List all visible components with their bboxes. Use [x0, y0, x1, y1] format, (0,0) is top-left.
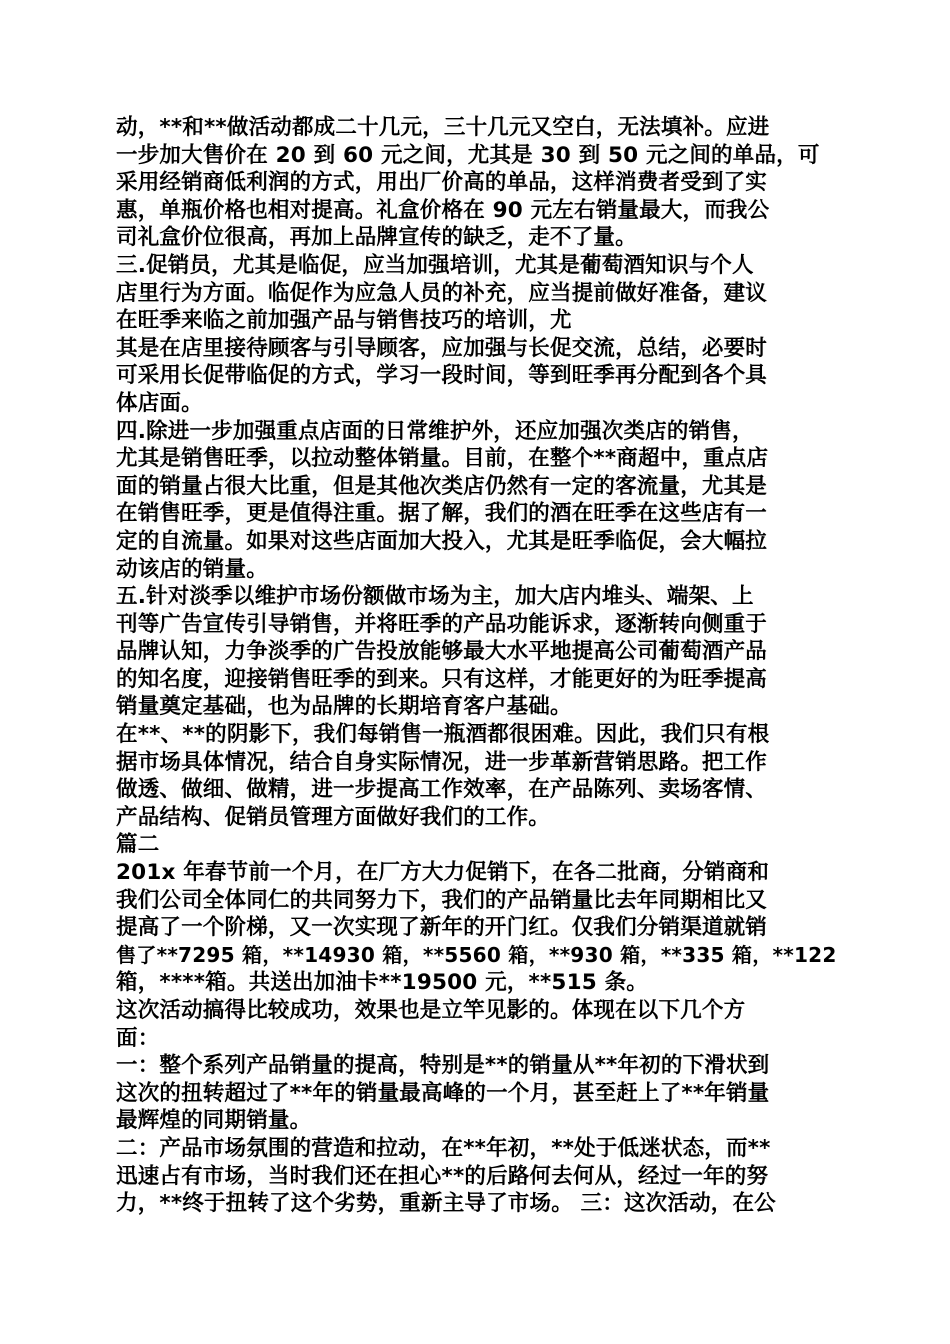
- text-line: 201x 年春节前一个月，在厂方大力促销下，在各二批商，分销商和: [116, 860, 770, 886]
- text-line: 提高了一个阶梯，又一次实现了新年的开门红。仅我们分销渠道就销: [116, 915, 768, 941]
- text-line: 司礼盒价位很高，再加上品牌宣传的缺乏，走不了量。: [116, 225, 637, 251]
- text-line: 动该店的销量。: [116, 556, 268, 582]
- text-line: 刊等广告宣传引导销售，并将旺季的产品功能诉求，逐渐转向侧重于: [116, 611, 768, 637]
- document-page: [116, 114, 840, 1234]
- text-line: 可采用长促带临促的方式，学习一段时间，等到旺季再分配到各个具: [116, 363, 768, 389]
- text-line: 迅速占有市场，当时我们还在担心**的后路何去何从，经过一年的努: [116, 1163, 769, 1189]
- text-line: 这次活动搞得比较成功，效果也是立竿见影的。体现在以下几个方: [116, 998, 746, 1023]
- text-line: 据市场具体情况，结合自身实际情况，进一步革新营销思路。把工作: [116, 749, 768, 775]
- text-line: 力，**终于扭转了这个劣势，重新主导了市场。 三：这次活动，在公: [116, 1191, 776, 1217]
- text-line: 惠，单瓶价格也相对提高。礼盒价格在 90 元左右销量最大，而我公: [116, 197, 770, 223]
- text-line: 最辉煌的同期销量。: [116, 1108, 312, 1134]
- text-line: 的知名度，迎接销售旺季的到来。只有这样，才能更好的为旺季提高: [116, 666, 768, 692]
- text-line: 四.除进一步加强重点店面的日常维护外，还应加强次类店的销售，: [116, 418, 754, 444]
- text-line: 面的销量占很大比重，但是其他次类店仍然有一定的客流量，尤其是: [116, 473, 768, 499]
- text-line: 箱，****箱。共送出加油卡**19500 元，**515 条。: [116, 970, 648, 996]
- text-line: 在**、**的阴影下，我们每销售一瓶酒都很困难。因此，我们只有根: [116, 722, 770, 748]
- text-line: 在销售旺季，更是值得注重。据了解，我们的酒在旺季在这些店有一: [116, 501, 768, 527]
- text-line: 这次的扭转超过了**年的销量最高峰的一个月，甚至赶上了**年销量: [116, 1080, 770, 1106]
- text-line: 产品结构、促销员管理方面做好我们的工作。: [116, 804, 551, 830]
- text-line: 其是在店里接待顾客与引导顾客，应加强与长促交流，总结，必要时: [116, 335, 768, 361]
- text-line: 五.针对淡季以维护市场份额做市场为主，加大店内堆头、端架、上: [116, 584, 754, 610]
- text-line: 采用经销商低利润的方式，用出厂价高的单品，这样消费者受到了实: [116, 170, 768, 196]
- text-line: 做透、做细、做精，进一步提高工作效率，在产品陈列、卖场客情、: [116, 777, 768, 803]
- text-line: 面：: [116, 1025, 160, 1051]
- text-line: 一步加大售价在 20 到 60 元之间，尤其是 30 到 50 元之间的单品，可: [116, 142, 820, 168]
- text-line: 尤其是销售旺季，以拉动整体销量。目前，在整个**商超中，重点店: [116, 446, 769, 472]
- text-line: 一：整个系列产品销量的提高，特别是**的销量从**年初的下滑状到: [116, 1053, 770, 1079]
- text-line: 二：产品市场氛围的营造和拉动，在**年初，**处于低迷状态，而**: [116, 1135, 771, 1161]
- text-line: 我们公司全体同仁的共同努力下，我们的产品销量比去年同期相比又: [116, 887, 768, 913]
- section-heading: 篇二: [116, 832, 160, 858]
- text-line: 定的自流量。如果对这些店面加大投入，尤其是旺季临促，会大幅拉: [116, 528, 768, 554]
- text-line: 售了**7295 箱，**14930 箱，**5560 箱，**930 箱，**335 箱，**122: [116, 942, 837, 967]
- text-line: 三.促销员，尤其是临促，应当加强培训，尤其是葡萄酒知识与个人: [116, 252, 754, 278]
- text-line: 店里行为方面。临促作为应急人员的补充，应当提前做好准备，建议: [116, 280, 768, 306]
- text-line: 在旺季来临之前加强产品与销售技巧的培训，尤: [116, 308, 572, 334]
- text-line: 动，**和**做活动都成二十几元，三十几元又空白，无法填补。应进: [116, 115, 770, 140]
- text-line: 销量奠定基础，也为品牌的长期培育客户基础。: [116, 694, 572, 720]
- text-line: 品牌认知，力争淡季的广告投放能够最大水平地提高公司葡萄酒产品: [116, 639, 768, 665]
- text-line: 体店面。: [116, 390, 203, 416]
